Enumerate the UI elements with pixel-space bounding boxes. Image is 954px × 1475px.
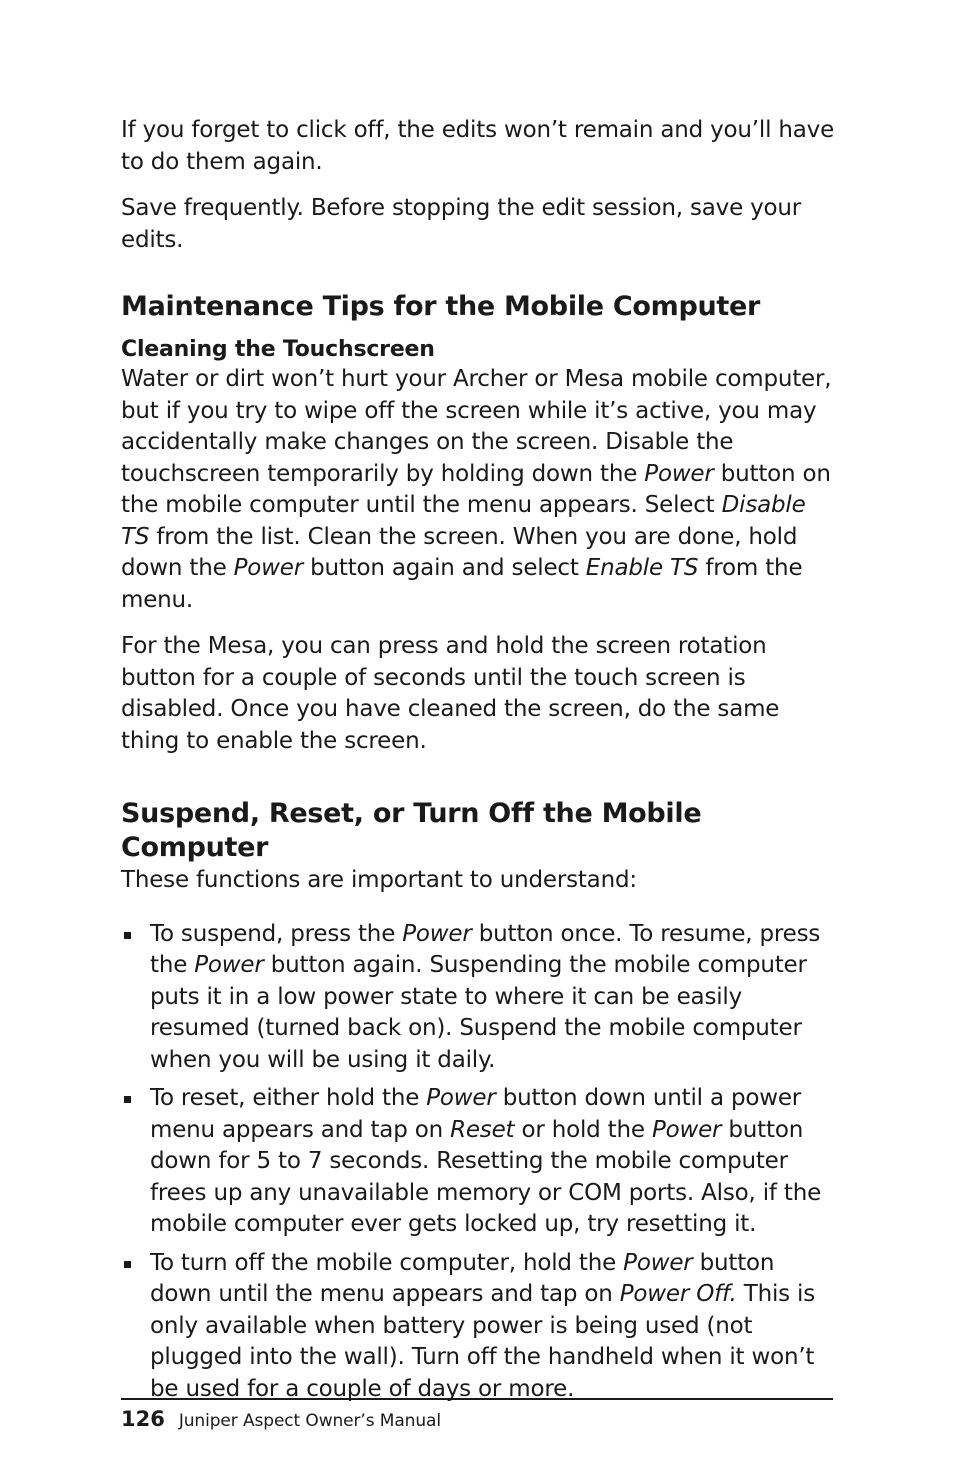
bullet-icon [124,1096,131,1103]
bullet-icon [124,932,131,939]
bullet-icon [124,1261,131,1268]
cleaning-subheading: Cleaning the Touchscreen [121,337,435,362]
intro-paragraph-1: If you forget to click off, the edits won’t remain and you’ll have to do them again. [121,117,835,175]
list-item-suspend: To suspend, press the Power button once. To resume, press the Power button again. Suspending the mobile computer puts it in a low power state to where it can be easily resumed (turned back on). Suspend the mobile computer when you will be using it daily. [121,919,835,1077]
suspend-heading: Suspend, Reset, or Turn Off the Mobile Computer [121,798,702,863]
list-item-reset: To reset, either hold the Power button down until a power menu appears and tap on Reset or hold the Power button down for 5 to 7 seconds. Resetting the mobile computer frees up any unavailable memory or COM ports. Also, if the mobile computer ever gets locked up, try resetting it. [121,1083,835,1241]
page-content [121,115,835,1412]
functions-list [121,919,835,1406]
manual-title: Juniper Aspect Owner’s Manual [178,1411,441,1431]
page-footer [121,1398,833,1432]
mesa-paragraph: For the Mesa, you can press and hold the screen rotation button for a couple of seconds until the touch screen is disabled. Once you have cleaned the screen, do the same thing to enable the screen. [121,633,780,754]
maintenance-heading: Maintenance Tips for the Mobile Computer [121,291,761,322]
intro-paragraph-2: Save frequently. Before stopping the edit session, save your edits. [121,195,802,253]
list-item-turn-off: To turn off the mobile computer, hold the Power button down until the menu appears and tap on Power Off. This is only available when battery power is being used (not plugged into the wall). Turn off the handheld when it won’t be used for a couple of days or more. [121,1248,835,1406]
cleaning-paragraph: Water or dirt won’t hurt your Archer or Mesa mobile computer, but if you try to wipe off the screen while it’s active, you may accidentally make changes on the screen. Disable the touchscreen temporarily by holding down the Power button on the mobile computer until the menu appears. Select Disable TS from the list. Clean the screen. When you are done, hold down the Power button again and select Enable TS from the menu. [121,366,832,613]
page-number: 126 [121,1407,165,1431]
suspend-intro: These functions are important to understand: [121,867,637,893]
